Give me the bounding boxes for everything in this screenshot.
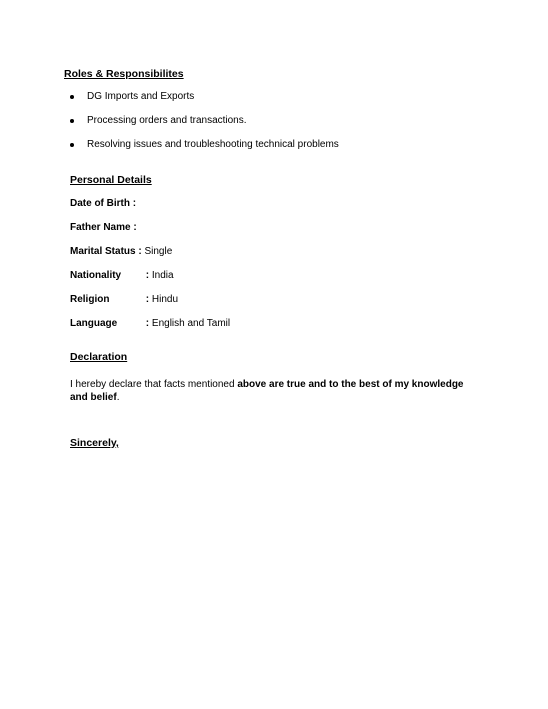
father-name-row: [70, 221, 137, 235]
nationality-separator: :: [145, 270, 150, 281]
roles-list: [70, 91, 339, 163]
list-item: [70, 91, 339, 115]
nationality-value: India: [151, 270, 174, 281]
bullet-icon: [70, 119, 74, 123]
religion-row: [70, 293, 178, 307]
declaration-bold: above are true and to the best of my knowledge and belief: [70, 379, 464, 403]
declaration-heading: Declaration: [70, 351, 128, 363]
list-item: [70, 139, 339, 163]
closing-label: Sincerely,: [70, 437, 119, 449]
marital-status-label: Marital Status :: [70, 246, 142, 257]
bullet-icon: [70, 95, 74, 99]
declaration-plain: I hereby declare that facts mentioned: [70, 379, 238, 390]
marital-status-row: [70, 245, 172, 259]
nationality-row: [70, 269, 174, 283]
personal-details-heading: Personal Details: [70, 174, 152, 186]
language-value: English and Tamil: [151, 318, 231, 329]
dob-row: [70, 197, 136, 211]
declaration-text: [70, 378, 470, 404]
religion-separator: :: [145, 294, 150, 305]
role-text: Processing orders and transactions.: [87, 115, 247, 126]
role-text: DG Imports and Exports: [87, 91, 195, 102]
dob-label: Date of Birth :: [70, 198, 137, 209]
religion-value: Hindu: [151, 294, 179, 305]
marital-status-value: Single: [141, 246, 173, 257]
roles-heading: Roles & Responsibilites: [64, 68, 184, 80]
bullet-icon: [70, 143, 74, 147]
declaration-end: .: [116, 392, 120, 403]
list-item: [70, 115, 339, 139]
father-name-label: Father Name :: [70, 222, 137, 233]
nationality-label: Nationality: [70, 270, 122, 281]
role-text: Resolving issues and troubleshooting technical problems: [87, 139, 339, 150]
language-row: [70, 317, 230, 331]
language-separator: :: [145, 318, 150, 329]
religion-label: Religion: [70, 294, 110, 305]
language-label: Language: [70, 318, 118, 329]
